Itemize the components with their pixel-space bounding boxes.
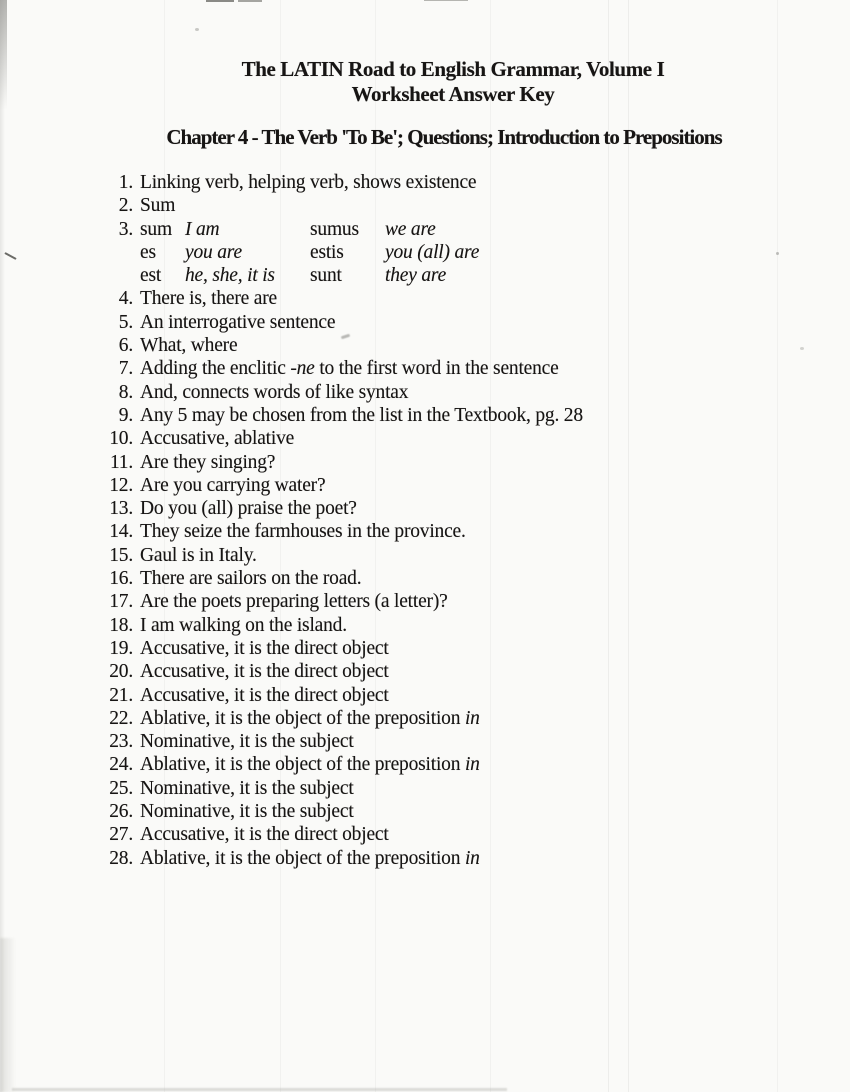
answer-text (140, 381, 797, 404)
answer-text (140, 404, 797, 427)
answer-text (140, 567, 797, 590)
answer-text (140, 590, 797, 613)
answer-item-9 (97, 404, 797, 427)
answer-item-14 (97, 520, 797, 543)
answer-number: 11. (109, 451, 133, 473)
latin-term: -ne (290, 358, 315, 380)
answer-text-segment: Ablative, it is the object of the preposition (140, 847, 465, 869)
answer-text (140, 427, 797, 450)
answer-number: 12. (109, 474, 133, 496)
answer-item-1 (97, 171, 797, 194)
answer-text (140, 847, 797, 870)
answer-number: 19. (109, 637, 133, 659)
answer-item-8 (97, 381, 797, 404)
conjugation-row (140, 241, 797, 264)
answer-item-13 (97, 497, 797, 520)
answer-item-7 (97, 357, 797, 380)
answer-item-6 (97, 334, 797, 357)
answer-text (140, 660, 797, 683)
answer-item-4 (97, 287, 797, 310)
answer-text-segment: I am walking on the island. (140, 614, 347, 636)
document-title-line2: Worksheet Answer Key (351, 82, 555, 106)
conjugation-row (140, 218, 797, 241)
answer-text (140, 544, 797, 567)
answer-number: 18. (109, 614, 133, 636)
answer-number: 24. (109, 754, 133, 776)
conjugation-row (140, 264, 797, 287)
answer-number: 13. (109, 498, 133, 520)
answer-text-segment: Nominative, it is the subject (140, 731, 354, 753)
answer-item-27 (97, 823, 797, 846)
answer-text-segment: And, connects words of like syntax (140, 381, 409, 403)
answer-text-segment: Accusative, it is the direct object (140, 637, 389, 659)
answer-number: 26. (109, 801, 133, 823)
answer-number: 1. (118, 172, 133, 193)
english-translation: he, she, it is (185, 265, 275, 287)
latin-form: estis (310, 241, 344, 263)
answer-text-segment: Ablative, it is the object of the preposition (140, 754, 465, 776)
answer-number: 15. (109, 544, 133, 566)
answer-number: 10. (109, 428, 133, 450)
scan-speck (424, 0, 468, 1)
answer-number: 17. (109, 591, 133, 613)
latin-form: sum (140, 218, 172, 240)
answer-text (140, 357, 797, 380)
answer-text-segment: Gaul is in Italy. (140, 544, 257, 566)
answer-item-28 (97, 847, 797, 870)
answer-item-24 (97, 753, 797, 776)
answer-text (140, 637, 797, 660)
answer-text-segment: Ablative, it is the object of the preposition (140, 707, 465, 729)
answer-number: 6. (118, 335, 133, 357)
english-translation: you are (185, 241, 242, 263)
answer-item-11 (97, 451, 797, 474)
answer-text-segment: There is, there are (140, 288, 277, 310)
latin-form: es (140, 241, 156, 263)
answer-number: 27. (109, 824, 133, 846)
answer-number: 9. (118, 404, 133, 426)
answer-text-segment: Accusative, ablative (140, 428, 295, 450)
conjugation-table (140, 218, 797, 288)
answer-text (140, 451, 797, 474)
answer-text-segment: to the first word in the sentence (314, 358, 559, 380)
scan-left-edge (0, 0, 5, 1092)
latin-form: sunt (310, 265, 342, 287)
latin-term: in (464, 847, 480, 869)
answer-text (140, 777, 797, 800)
scan-bottom-edge (12, 1088, 507, 1091)
answer-text-segment: Accusative, it is the direct object (140, 824, 389, 846)
answer-item-22 (97, 707, 797, 730)
english-translation: you (all) are (385, 241, 480, 263)
answer-text-segment: Linking verb, helping verb, shows existence (140, 172, 477, 193)
answer-number: 8. (118, 381, 133, 403)
answer-text (140, 334, 797, 357)
answer-number: 5. (118, 311, 133, 333)
answer-text-segment: Accusative, it is the direct object (140, 661, 389, 683)
answer-number: 23. (109, 731, 133, 753)
answer-text (140, 287, 797, 310)
answer-number: 22. (109, 707, 133, 729)
answer-list (97, 171, 797, 870)
answer-item-26 (97, 800, 797, 823)
answer-number: 25. (109, 777, 133, 799)
answer-text (140, 800, 797, 823)
answer-text (140, 753, 797, 776)
scan-left-edge-shadow (0, 0, 7, 110)
answer-number: 28. (109, 847, 133, 869)
answer-item-15 (97, 544, 797, 567)
answer-item-20 (97, 660, 797, 683)
latin-form: est (140, 265, 162, 287)
answer-text-segment: Nominative, it is the subject (140, 801, 354, 823)
answer-text-segment: What, where (140, 335, 238, 357)
answer-text-segment: Are they singing? (140, 451, 276, 473)
scan-speck (238, 0, 262, 2)
answer-text (140, 311, 797, 334)
answer-text (140, 823, 797, 846)
answer-text (140, 171, 797, 194)
answer-text-segment: Do you (all) praise the poet? (140, 498, 357, 520)
answer-item-16 (97, 567, 797, 590)
answer-text (140, 730, 797, 753)
chapter-heading: Chapter 4 - The Verb 'To Be'; Questions; Introduction to Prepositions (166, 125, 722, 149)
answer-text (140, 707, 797, 730)
answer-number: 3. (118, 218, 133, 240)
answer-text-segment: Nominative, it is the subject (140, 777, 354, 799)
english-translation: we are (385, 218, 436, 240)
english-translation: they are (385, 265, 447, 287)
answer-text (140, 474, 797, 497)
answer-item-18 (97, 614, 797, 637)
pen-mark (4, 252, 16, 260)
answer-item-10 (97, 427, 797, 450)
answer-number: 2. (118, 195, 133, 217)
answer-text-segment: They seize the farmhouses in the province. (140, 521, 466, 543)
scan-corner-smudge (0, 938, 16, 1092)
answer-item-25 (97, 777, 797, 800)
answer-text (140, 520, 797, 543)
document-title-line1: The LATIN Road to English Grammar, Volume I (241, 57, 665, 81)
answer-text-segment: Are the poets preparing letters (a letter)? (140, 591, 448, 613)
scan-speck (206, 0, 234, 2)
answer-text-segment: Adding the enclitic (140, 358, 291, 380)
answer-text-segment: An interrogative sentence (140, 311, 336, 333)
answer-item-23 (97, 730, 797, 753)
answer-item-3 (97, 218, 797, 288)
answer-text (140, 497, 797, 520)
answer-text (140, 684, 797, 707)
answer-text-segment: Are you carrying water? (140, 474, 326, 496)
answer-text-segment: Sum (140, 195, 176, 217)
answer-text-segment: There are sailors on the road. (140, 568, 362, 590)
answer-item-17 (97, 590, 797, 613)
answer-item-12 (97, 474, 797, 497)
answer-number: 4. (118, 288, 133, 310)
answer-text-segment: Any 5 may be chosen from the list in the Textbook, pg. 28 (140, 404, 583, 426)
latin-form: sumus (310, 218, 359, 240)
answer-number: 16. (109, 568, 133, 590)
answer-number: 14. (109, 521, 133, 543)
scan-speck (195, 28, 199, 31)
answer-number: 21. (109, 684, 133, 706)
scan-speck (800, 347, 804, 350)
answer-item-21 (97, 684, 797, 707)
latin-term: in (464, 707, 480, 729)
answer-text (140, 614, 797, 637)
answer-item-2 (97, 194, 797, 217)
answer-number: 7. (118, 358, 133, 380)
answer-text-segment: Accusative, it is the direct object (140, 684, 389, 706)
answer-number: 20. (109, 661, 133, 683)
english-translation: I am (185, 218, 220, 240)
answer-text (140, 194, 797, 217)
answer-item-5 (97, 311, 797, 334)
latin-term: in (464, 754, 480, 776)
answer-item-19 (97, 637, 797, 660)
